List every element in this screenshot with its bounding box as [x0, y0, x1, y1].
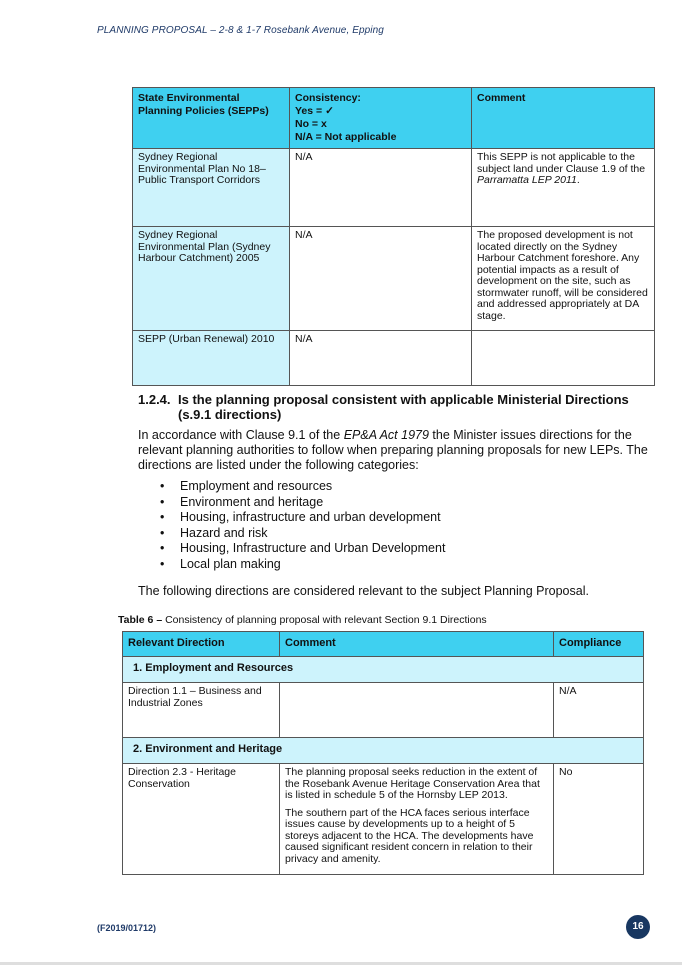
consistency-yes: Yes = ✓ — [295, 105, 334, 117]
page-number: 16 — [626, 915, 650, 939]
table-caption — [118, 614, 487, 626]
consistency-no: No = x — [295, 118, 327, 130]
section-label: 2. Environment and Heritage — [123, 738, 644, 764]
sepp-comment-text: This SEPP is not applicable to the subject land under Clause 1.9 of the — [477, 151, 646, 175]
direction-comment — [280, 683, 554, 738]
intro-text-start: In accordance with Clause 9.1 of the — [138, 428, 344, 442]
list-item: • Local plan making — [160, 556, 281, 571]
consistency-label: Consistency: — [295, 92, 361, 104]
header-compliance: Compliance — [554, 632, 644, 657]
sepp-policy: SEPP (Urban Renewal) 2010 — [133, 331, 290, 386]
sepp-header-consistency — [290, 88, 472, 149]
list-item: • Hazard and risk — [160, 525, 268, 540]
section-title-line2: (s.9.1 directions) — [178, 407, 282, 422]
direction-compliance: No — [554, 764, 644, 875]
sepp-table — [132, 87, 655, 386]
directions-header-row — [123, 632, 644, 657]
comment-paragraph: The southern part of the HCA faces serious interface issues cause by developments up to a height of 5 storeys adjacent to the HCA. The developments have caused significant resident concern in relation to their privacy and amenity. — [285, 806, 534, 865]
section-row-environment — [123, 738, 644, 764]
sepp-consistency: N/A — [290, 331, 472, 386]
intro-text-end: the Minister issues directions for the relevant planning authorities to follow when preparing planning proposals for new LEPs. The directions are listed under the following categories: — [138, 428, 648, 472]
relevant-directions-paragraph: The following directions are considered relevant to the subject Planning Proposal. — [138, 584, 589, 598]
list-item: • Employment and resources — [160, 479, 333, 493]
table-row — [133, 227, 655, 331]
table-row — [133, 149, 655, 227]
direction-name: Direction 2.3 - Heritage Conservation — [123, 764, 280, 875]
section-heading — [138, 392, 638, 422]
sepp-header-row — [133, 88, 655, 149]
consistency-na: N/A = Not applicable — [295, 131, 397, 143]
direction-categories-list — [160, 479, 445, 572]
comment-paragraph: The planning proposal seeks reduction in the extent of the Rosebank Avenue Heritage Conservation Area that is listed in schedule 5 of the Hornsby LEP 2013. — [285, 766, 540, 801]
table-row — [133, 331, 655, 386]
sepp-comment — [472, 331, 655, 386]
intro-act-name: EP&A Act 1979 — [343, 428, 429, 442]
list-item: • Housing, Infrastructure and Urban Development — [160, 541, 446, 555]
sepp-header-comment: Comment — [472, 88, 655, 149]
sepp-comment — [472, 149, 655, 227]
document-reference: (F2019/01712) — [97, 923, 157, 933]
table-row — [123, 764, 644, 875]
direction-comment — [280, 764, 554, 875]
sepp-policy: Sydney Regional Environmental Plan No 18– Public Transport Corridors — [133, 149, 290, 227]
direction-name: Direction 1.1 – Business and Industrial Zones — [123, 683, 280, 738]
section-row-employment — [123, 657, 644, 683]
direction-compliance: N/A — [554, 683, 644, 738]
sepp-comment-end: . — [576, 174, 580, 186]
list-item: • Housing, infrastructure and urban development — [160, 510, 441, 524]
list-item: • Environment and heritage — [160, 494, 324, 509]
table-row — [123, 683, 644, 738]
caption-text: Consistency of planning proposal with relevant Section 9.1 Directions — [162, 614, 487, 626]
running-header: PLANNING PROPOSAL – 2-8 & 1-7 Rosebank Avenue, Epping — [97, 25, 384, 36]
section-title-line1: Is the planning proposal consistent with applicable Ministerial Directions — [178, 392, 629, 407]
caption-label: Table 6 – — [118, 614, 163, 626]
sepp-policy: Sydney Regional Environmental Plan (Sydney Harbour Catchment) 2005 — [133, 227, 290, 331]
sepp-comment-lep: Parramatta LEP 2011 — [477, 174, 577, 186]
section-number: 1.2.4. — [138, 392, 171, 407]
sepp-comment: The proposed development is not located directly on the Sydney Harbour Catchment foreshore. Any potential impacts as a result of development on the site, such as stormwater runoff, will be considered and addressed appropriately at DA stage. — [472, 227, 655, 331]
sepp-consistency: N/A — [290, 227, 472, 331]
header-relevant-direction: Relevant Direction — [123, 632, 280, 657]
section-label: 1. Employment and Resources — [123, 657, 644, 683]
directions-table — [122, 631, 644, 875]
intro-paragraph — [138, 428, 648, 473]
sepp-consistency: N/A — [290, 149, 472, 227]
sepp-header-policy: State Environmental Planning Policies (SEPPs) — [133, 88, 290, 149]
header-comment: Comment — [280, 632, 554, 657]
